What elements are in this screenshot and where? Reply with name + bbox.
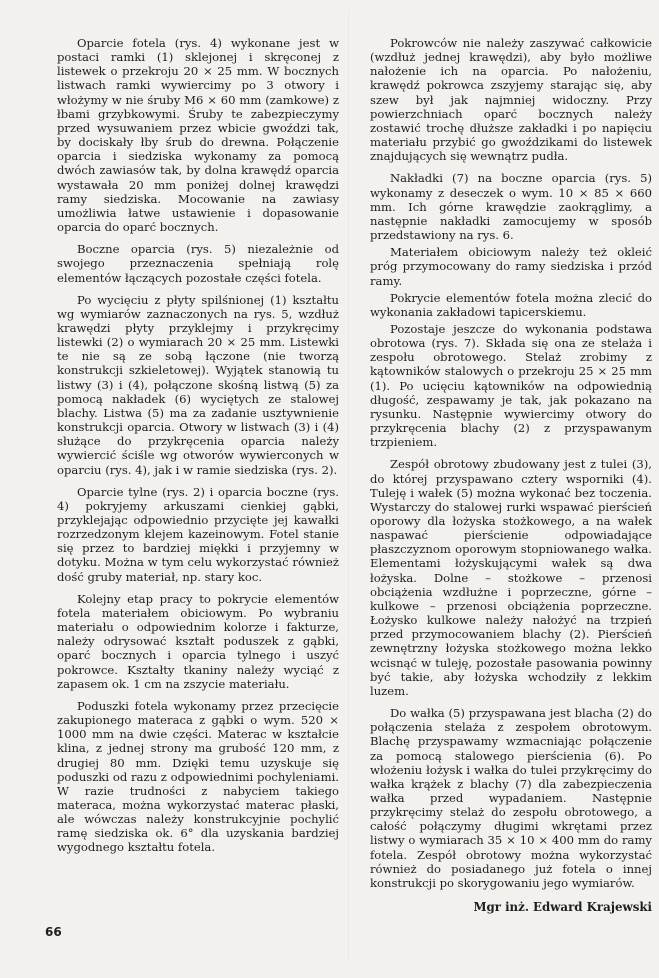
paragraph-fiberboard: Po wycięciu z płyty spilśnionej (1) kształtu wg wymiarów zaznaczonych na rys. 5, wzdłuż krawędzi płyty przyklejmy i przykręcimy listewki (2) o wymiarach 20 × 25 mm. Listewki te nie są ze sobą łączone (nie tworzą konstrukcji szkieletowej). Wyjątek stanowią tu listwy (3) i (4), połączone skośną listwą (5) za pomocą nakładek (6) wyciętych ze stalowej blachy. Listwa (5) ma za zadanie usztywnienie konstrukcji oparcia. Otwory w listwach (3) i (4) służące do przykręcenia oparcia należy wywiercić ściśle wg otworów wywierconych w oparciu (rys. 4), jak i w ramie siedziska (rys. 2). bbox=[57, 292, 339, 477]
paragraph-backrest: Oparcie fotela (rys. 4) wykonane jest w postaci ramki (1) sklejonej i skręconej z listewek o przekroju 20 × 25 mm. W bocznych listwach ramki wywiercimy po 3 otwory i włożymy w nie śruby M6 × 60 mm (zamkowe) z łbami grzybkowymi. Śruby te zabezpieczymy przed wysuwaniem przez wbicie gwoździ tak, by dociskały łby śrub do drewna. Połączenie oparcia i siedziska wykonamy za pomocą dwóch zawiasów tak, by dolna krawędź oparcia wystawała 20 mm poniżej dolnej krawędzi ramy siedziska. Mocowanie na zawiasy umożliwia łatwe ustawienie i dopasowanie oparcia do oparć bocznych. bbox=[57, 36, 339, 235]
column-gutter bbox=[348, 10, 349, 960]
paragraph-shaft-plate: Do wałka (5) przyspawana jest blacha (2) do połączenia stelaża z zespołem obrotowym. Blachę przyspawamy wzmacniając połączenie za pomocą stalowego pierścienia (6). Po włożeniu łożysk i wałka do tulei przykręcimy do wałka krążek z blachy (7) dla zabezpieczenia wałka przed wypadaniem. Następnie przykręcimy stelaż do zespołu obrotowego, a całość połączymy długimi wkrętami przez listwy o wymiarach 35 × 10 × 400 mm do ramy fotela. Zespół obrotowy można wykorzystać również do posiadanego już fotela o innej konstrukcji po skorygowaniu jego wymiarów. bbox=[370, 706, 652, 890]
paragraph-threshold: Materiałem obiciowym należy też okleić próg przymocowany do ramy siedziska i przód ramy. bbox=[370, 245, 652, 288]
paragraph-rotary-assembly: Zespół obrotowy zbudowany jest z tulei (3), do której przyspawano cztery wsporniki (4). Tuleję i wałek (5) można wykonać bez toczenia. Wystarczy do stalowej rurki wspawać pierścień oporowy dla łożyska stożkowego, a na wałek naspawać pierścienie odpowiadające płaszczyznom oporowym stopniowanego wałka. Elementami łożyskującymi wałek są dwa łożyska. Dolne – stożkowe – przenosi obciążenia wzdłużne i poprzeczne, górne – kulkowe – przenosi obciążenia poprzeczne. Łożysko kulkowe należy nałożyć na trzpień przed przymocowaniem blachy (2). Pierścień zewnętrzny łożyska stożkowego można lekko wcisnąć w tuleję, pozostałe pasowania powinny być takie, aby łożyska wchodziły z lekkim luzem. bbox=[370, 457, 652, 698]
paragraph-upholstery-fabric: Kolejny etap pracy to pokrycie elementów fotela materiałem obiciowym. Po wybraniu materiału o odpowiednim kolorze i fakturze, należy odrysować kształt poduszek z gąbki, oparć bocznych i oparcia tylnego i uszyć pokrowce. Kształty tkaniny należy wyciąć z zapasem ok. 1 cm na zszycie materiału. bbox=[57, 591, 339, 691]
left-column bbox=[57, 36, 339, 916]
paragraph-side-backrests: Boczne oparcia (rys. 5) niezależnie od swojego przeznaczenia spełniają rolę elementów łączących pozostałe części fotela. bbox=[57, 242, 339, 285]
paragraph-foam-covering: Oparcie tylne (rys. 2) i oparcia boczne (rys. 4) pokryjemy arkuszami cienkiej gąbki, przyklejając odpowiednio przycięte jej kawałki rozrzedzonym klejem kazeinowym. Fotel stanie się przez to bardziej miękki i przyjemny w dotyku. Można w tym celu wykorzystać również dość gruby materiał, np. stary koc. bbox=[57, 484, 339, 584]
author-signature: Mgr inż. Edward Krajewski bbox=[473, 900, 652, 915]
right-column bbox=[370, 36, 652, 916]
paragraph-covers: Pokrowców nie należy zaszywać całkowicie (wzdłuż jednej krawędzi), aby było możliwe nałożenie ich na oparcia. Po nałożeniu, krawędź pokrowca zszyjemy starając się, aby szew był jak najmniej widoczny. Przy powierzchniach oparć bocznych należy zostawić trochę dłuższe zakładki i po napięciu materiału przybić go gwoździkami do listewek znajdujących się wewnątrz pudła. bbox=[370, 36, 652, 164]
paragraph-cushions: Poduszki fotela wykonamy przez przecięcie zakupionego materaca z gąbki o wym. 520 × 1000 mm na dwie części. Materac w kształcie klina, z jednej strony ma grubość 120 mm, z drugiej 80 mm. Dzięki temu uzyskuje się poduszki od razu z odpowiednimi pochyleniami. W razie trudności z nabyciem takiego materaca, można wykorzystać materac płaski, ale wówczas należy konstrukcyjnie pochylić ramę siedziska ok. 6° dla uzyskania bardziej wygodnego kształtu fotela. bbox=[57, 698, 339, 855]
page-number: 66 bbox=[45, 925, 62, 939]
paragraph-swivel-base: Pozostaje jeszcze do wykonania podstawa obrotowa (rys. 7). Składa się ona ze stelaża i zespołu obrotowego. Stelaż zrobimy z kątowników stalowych o przekroju 25 × 25 mm (1). Po ucięciu kątowników na odpowiednią długość, zespawamy je tak, jak pokazano na rysunku. Następnie wywiercimy otwory do przykręcenia blachy (2) z przyspawanym trzpieniem. bbox=[370, 321, 652, 450]
paragraph-upholsterer: Pokrycie elementów fotela można zlecić do wykonania zakładowi tapicerskiemu. bbox=[370, 290, 652, 319]
paragraph-overlays: Nakładki (7) na boczne oparcia (rys. 5) wykonamy z deseczek o wym. 10 × 85 × 660 mm. Ich górne krawędzie zaokrąglimy, a następnie nakładki zamocujemy w sposób przedstawiony na rys. 6. bbox=[370, 171, 652, 243]
